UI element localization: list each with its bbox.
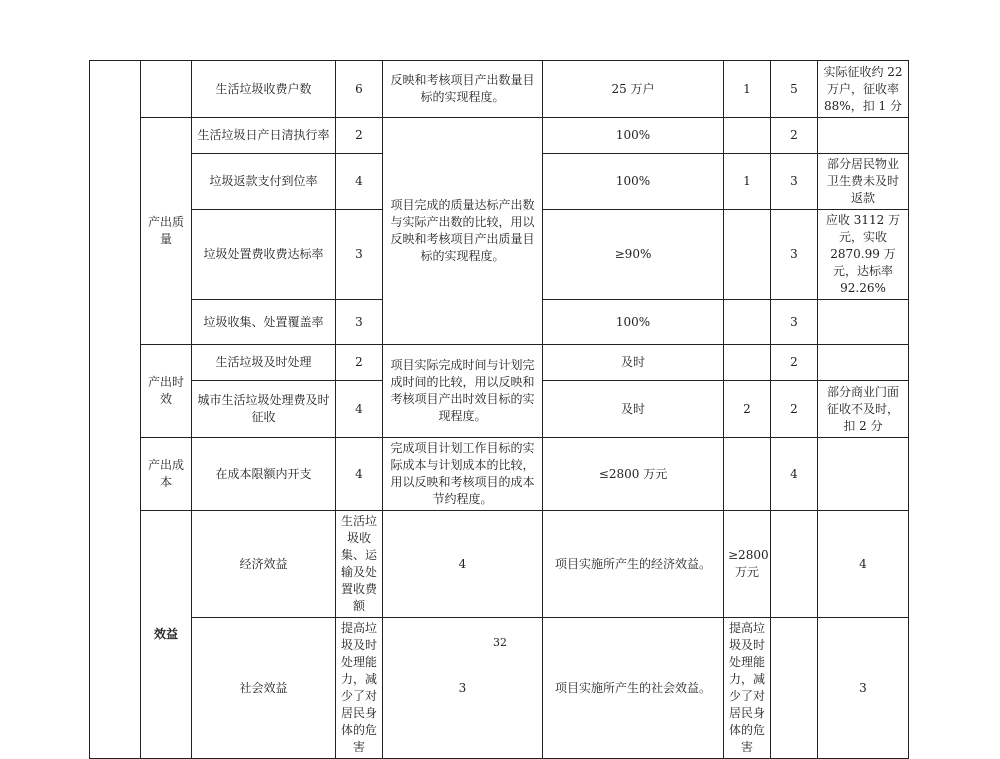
indicator-cell: 生活垃圾日产日清执行率 — [192, 118, 336, 154]
target-cell: 提高垃圾及时处理能力，减少了对居民身体的危害 — [724, 618, 771, 759]
indicator-cell: 生活垃圾收费户数 — [192, 61, 336, 118]
note-cell — [818, 300, 909, 345]
weight-cell: 4 — [336, 154, 383, 210]
table-row — [90, 61, 909, 118]
weight-cell: 3 — [383, 618, 543, 759]
indicator-cell: 生活垃圾及时处理 — [192, 345, 336, 381]
target-cell: 25 万户 — [543, 61, 724, 118]
indicator-cell: 垃圾收集、处置覆盖率 — [192, 300, 336, 345]
target-cell: 100% — [543, 118, 724, 154]
table-row — [90, 345, 909, 381]
note-cell: 应收 3112 万元，实收 2870.99 万元，达标率 92.26% — [818, 210, 909, 300]
deduction-cell: 2 — [724, 381, 771, 438]
weight-cell: 6 — [336, 61, 383, 118]
subcategory-cell — [141, 61, 192, 118]
score-cell: 3 — [771, 210, 818, 300]
score-cell: 3 — [818, 618, 909, 759]
description-cell: 反映和考核项目产出数量目标的实现程度。 — [383, 61, 543, 118]
indicator-cell: 城市生活垃圾处理费及时征收 — [192, 381, 336, 438]
deduction-cell — [724, 118, 771, 154]
target-cell: 及时 — [543, 345, 724, 381]
description-cell: 项目实施所产生的经济效益。 — [543, 511, 724, 618]
weight-cell: 4 — [383, 511, 543, 618]
subcategory-social: 社会效益 — [192, 618, 336, 759]
score-cell: 2 — [771, 345, 818, 381]
deduction-cell — [771, 511, 818, 618]
table-row — [90, 511, 909, 618]
indicator-cell: 在成本限额内开支 — [192, 438, 336, 511]
weight-cell: 3 — [336, 300, 383, 345]
description-cell: 项目实施所产生的社会效益。 — [543, 618, 724, 759]
score-cell: 3 — [771, 154, 818, 210]
subcategory-economic: 经济效益 — [192, 511, 336, 618]
note-cell — [818, 118, 909, 154]
weight-cell: 2 — [336, 118, 383, 154]
subcategory-timeliness: 产出时效 — [141, 345, 192, 438]
description-cell: 项目完成的质量达标产出数与实际产出数的比较，用以反映和考核项目产出质量目标的实现程度。 — [383, 118, 543, 345]
note-cell — [818, 438, 909, 511]
deduction-cell — [724, 210, 771, 300]
target-cell: ≥90% — [543, 210, 724, 300]
score-cell: 2 — [771, 381, 818, 438]
indicator-cell: 垃圾处置费收费达标率 — [192, 210, 336, 300]
note-cell: 实际征收约 22 万户，征收率 88%，扣 1 分 — [818, 61, 909, 118]
subcategory-quality: 产出质量 — [141, 118, 192, 345]
benefit-category-cell: 效益 — [141, 511, 192, 759]
note-cell: 部分商业门面征收不及时，扣 2 分 — [818, 381, 909, 438]
deduction-cell: 1 — [724, 154, 771, 210]
deduction-cell: 1 — [724, 61, 771, 118]
deduction-cell — [724, 345, 771, 381]
description-cell: 项目实际完成时间与计划完成时间的比较，用以反映和考核项目产出时效目标的实现程度。 — [383, 345, 543, 438]
indicator-cell: 垃圾返款支付到位率 — [192, 154, 336, 210]
indicator-cell: 生活垃圾收集、运输及处置收费额 — [336, 511, 383, 618]
weight-cell: 4 — [336, 438, 383, 511]
weight-cell: 4 — [336, 381, 383, 438]
description-cell: 完成项目计划工作目标的实际成本与计划成本的比较，用以反映和考核项目的成本节约程度。 — [383, 438, 543, 511]
weight-cell: 3 — [336, 210, 383, 300]
page-number: 32 — [493, 636, 507, 649]
target-cell: ≤2800 万元 — [543, 438, 724, 511]
deduction-cell — [724, 438, 771, 511]
output-category-cell — [90, 61, 141, 759]
score-cell: 5 — [771, 61, 818, 118]
deduction-cell — [724, 300, 771, 345]
score-cell: 4 — [818, 511, 909, 618]
table-row — [90, 118, 909, 154]
indicator-cell: 提高垃圾及时处理能力，减少了对居民身体的危害 — [336, 618, 383, 759]
score-cell: 2 — [771, 118, 818, 154]
score-cell: 4 — [771, 438, 818, 511]
target-cell: 100% — [543, 300, 724, 345]
target-cell: ≥2800 万元 — [724, 511, 771, 618]
target-cell: 及时 — [543, 381, 724, 438]
weight-cell: 2 — [336, 345, 383, 381]
note-cell — [818, 345, 909, 381]
note-cell: 部分居民物业卫生费未及时返款 — [818, 154, 909, 210]
score-cell: 3 — [771, 300, 818, 345]
table-row — [90, 438, 909, 511]
subcategory-cost: 产出成本 — [141, 438, 192, 511]
target-cell: 100% — [543, 154, 724, 210]
performance-table — [89, 60, 909, 759]
